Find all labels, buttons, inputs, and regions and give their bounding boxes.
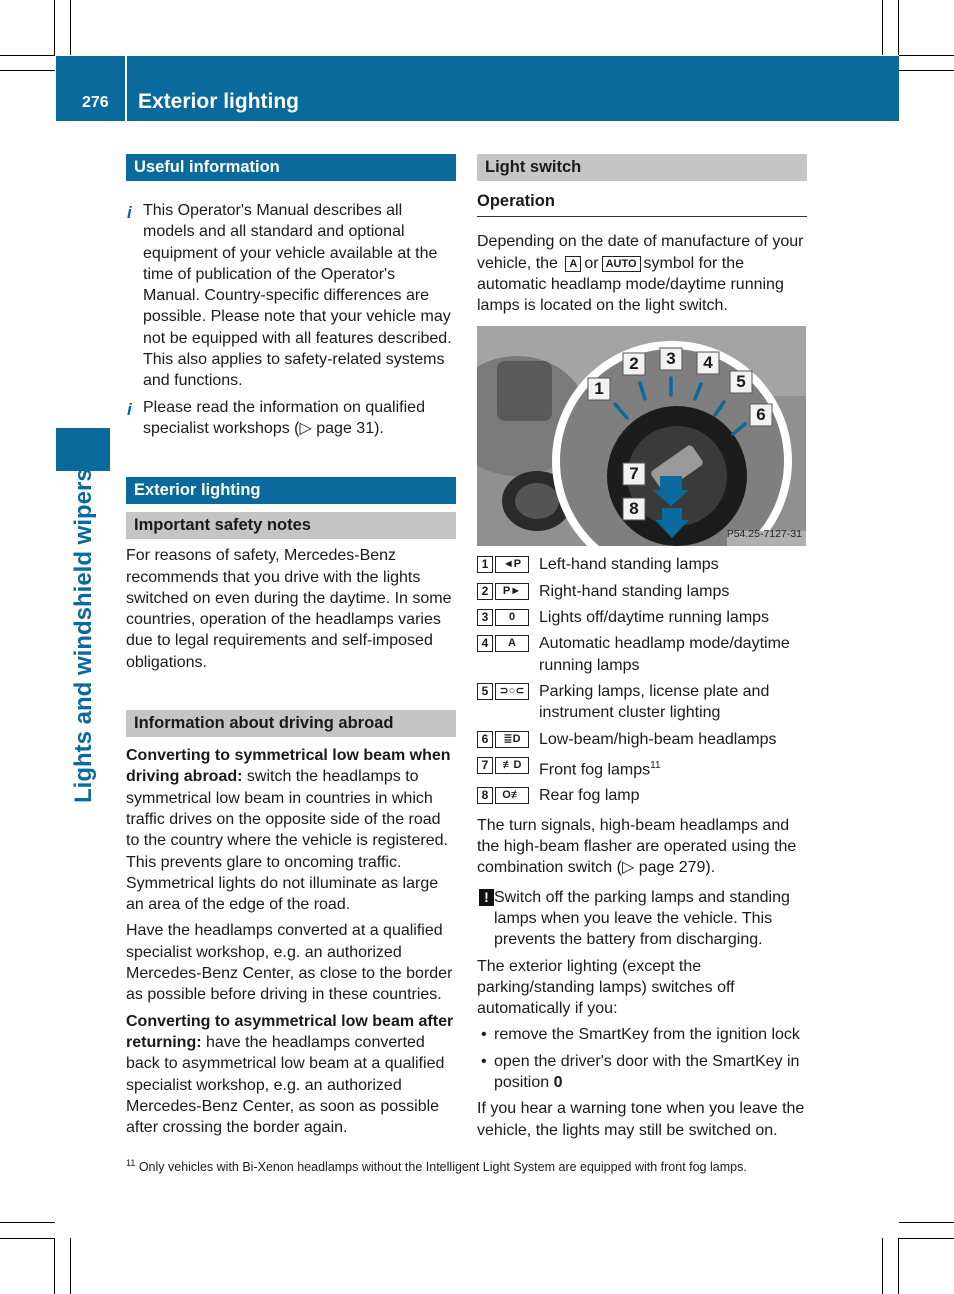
- safety-notes-heading: Important safety notes: [126, 512, 456, 539]
- crop-mark: [0, 1222, 55, 1223]
- key-number: 1: [477, 556, 493, 573]
- header-divider: [125, 56, 127, 121]
- key-number: 2: [477, 583, 493, 600]
- page-header: [56, 56, 899, 121]
- callout-label: 8: [629, 499, 639, 519]
- symmetric-bold: Converting to symmetrical low beam when driving abroad:: [126, 747, 451, 786]
- symmetric-text: switch the headlamps to symmetrical low beam in countries in which traffic drives on the opposite side of the road to the country where the vehicle is registered. This prevents glare to oncoming traffic. Symmetrical lights do not illuminate as large an area of the edge of the road.: [126, 768, 448, 914]
- key-number: 3: [477, 609, 493, 626]
- footnote-ref: 11: [650, 759, 661, 771]
- auto-off-text: The exterior lighting (except the parking/standing lamps) switches off automatically if you:: [477, 957, 735, 1018]
- crop-mark: [899, 70, 954, 71]
- crop-mark: [899, 1238, 954, 1239]
- light-switch-heading: Light switch: [477, 154, 807, 181]
- image-code: P54.25-7127-31: [726, 528, 802, 541]
- key-number: 7: [477, 757, 493, 774]
- useful-info-heading: Useful information: [126, 154, 456, 181]
- crop-mark: [0, 1238, 55, 1239]
- converted-paragraph: Have the headlamps converted at a qualified specialist workshop, e.g. an authorized Mercedes-Benz Center, as close to the border as possible before driving in these countries.: [126, 922, 453, 1004]
- exterior-lighting-heading: Exterior lighting: [126, 477, 456, 504]
- left-column: [126, 154, 456, 1143]
- page-number: 276: [82, 94, 109, 111]
- key-item: [477, 729, 807, 750]
- crop-mark: [70, 1238, 71, 1294]
- rear-fog-lamp-icon: O≢: [495, 787, 529, 804]
- front-fog-lamp-icon: ≢D: [495, 757, 529, 774]
- key-number: 5: [477, 683, 493, 700]
- key-number: 6: [477, 731, 493, 748]
- page-title: Exterior lighting: [138, 90, 300, 113]
- auto-symbol-icon: AUTO: [602, 256, 641, 272]
- crop-mark: [0, 55, 55, 56]
- key-label: Lights off/daytime running lamps: [539, 609, 770, 627]
- low-beam-icon: ≣D: [495, 731, 529, 748]
- crop-mark: [882, 1238, 883, 1294]
- key-label: Automatic headlamp mode/daytime running lamps: [539, 635, 790, 674]
- asymmetric-paragraph: [126, 1011, 456, 1139]
- asymmetric-text: have the headlamps converted back to asymmetrical low beam at a qualified specialist workshop, e.g. an authorized Mercedes-Benz Center, as soon as possible after crossing the border again.: [126, 1033, 445, 1137]
- key-item: [477, 681, 807, 724]
- warning-note: [477, 887, 807, 951]
- key-number: 4: [477, 635, 493, 652]
- key-label: Parking lamps, license plate and instrument cluster lighting: [539, 682, 770, 722]
- info-text: This Operator's Manual describes all models and all standard and optional equipment of your vehicle available at the time of publication of the Operator's Manual. Country-specific differences are possible. Please note that your vehicle may not be equipped with all features described. This also applies to safety-related systems and functions.: [143, 202, 452, 390]
- bullet-text: open the driver's door with the SmartKey in position: [494, 1052, 800, 1092]
- operation-paragraph: [477, 231, 807, 316]
- side-tab: [56, 428, 110, 471]
- symmetric-paragraph: [126, 745, 456, 915]
- key-label: Left-hand standing lamps: [539, 556, 719, 574]
- callout-label: 3: [666, 349, 676, 369]
- auto-headlamp-icon: A: [495, 635, 529, 652]
- callout-label: 5: [736, 372, 746, 392]
- crop-mark: [54, 1238, 55, 1294]
- bullet-item: • remove the SmartKey from the ignition lock: [477, 1024, 807, 1045]
- right-standing-lamps-icon: P►: [495, 583, 529, 600]
- crop-mark: [0, 70, 55, 71]
- warning-icon: !: [479, 889, 494, 906]
- a-symbol-icon: A: [565, 256, 581, 272]
- key-label: Front fog lamps: [539, 761, 651, 779]
- crop-mark: [70, 0, 71, 55]
- key-number: 8: [477, 787, 493, 804]
- operation-text: symbol for the automatic headlamp mode/daytime running lamps is located on the light switch.: [477, 254, 784, 315]
- position-zero: 0: [553, 1074, 563, 1092]
- driving-abroad-heading: Information about driving abroad: [126, 710, 456, 737]
- crop-mark: [898, 0, 899, 55]
- key-label: Right-hand standing lamps: [539, 582, 730, 600]
- key-item: [477, 554, 807, 575]
- lights-off-icon: 0: [495, 609, 529, 626]
- info-icon: i: [127, 399, 132, 419]
- key-item: [477, 755, 807, 781]
- bullet-item: [477, 1051, 807, 1094]
- key-item: [477, 581, 807, 602]
- key-item: [477, 607, 807, 628]
- warning-tone-text: If you hear a warning tone when you leave the vehicle, the lights may still be switched on.: [477, 1100, 805, 1139]
- crop-mark: [882, 0, 883, 55]
- safety-text: For reasons of safety, Mercedes-Benz recommends that you drive with the lights switched on even during the daytime. In some countries, operation of the headlamps varies due to legal requirements and self-imposed obligations.: [126, 547, 452, 671]
- operation-heading: Operation: [477, 191, 807, 217]
- asymmetric-bold: Converting to asymmetrical low beam after returning:: [126, 1012, 454, 1051]
- callout-label: 7: [629, 464, 639, 484]
- parking-lamps-icon: ⊃○⊂: [495, 683, 529, 700]
- callout-label: 2: [629, 354, 639, 374]
- key-label: Low-beam/high-beam headlamps: [539, 730, 777, 748]
- footnote-text: Only vehicles with Bi-Xenon headlamps without the Intelligent Light System are equipped with front fog lamps.: [138, 1160, 747, 1175]
- callout-label: 4: [703, 353, 713, 373]
- crop-mark: [899, 1222, 954, 1223]
- footnote: [126, 1158, 747, 1174]
- or-text: or: [584, 254, 599, 272]
- key-label: Rear fog lamp: [539, 787, 640, 805]
- light-switch-photo: [477, 326, 806, 546]
- crop-mark: [899, 55, 954, 56]
- left-standing-lamps-icon: ◄P: [495, 556, 529, 573]
- info-note: [126, 200, 456, 392]
- turn-signals-text: The turn signals, high-beam headlamps and the high-beam flasher are operated using the combination switch (▷ page 279).: [477, 816, 797, 877]
- info-text: Please read the information on qualified specialist workshops (▷ page 31).: [143, 398, 425, 437]
- crop-mark: [54, 0, 55, 55]
- callout-label: 6: [756, 405, 766, 425]
- callout-label: 1: [594, 379, 604, 399]
- key-item: [477, 785, 807, 806]
- side-tab-label: Lights and windshield wipers: [70, 468, 97, 803]
- crop-mark: [898, 1238, 899, 1294]
- right-column: [477, 154, 807, 1146]
- info-note: [126, 397, 456, 440]
- footnote-number: 11: [126, 1158, 136, 1168]
- info-icon: i: [127, 203, 132, 222]
- operation-text: Depending on the date of manufacture of your vehicle, the: [477, 233, 804, 272]
- warning-text: Switch off the parking lamps and standing lamps when you leave the vehicle. This prevents the battery from discharging.: [494, 888, 790, 949]
- key-item: [477, 633, 807, 676]
- key-list: [477, 554, 807, 806]
